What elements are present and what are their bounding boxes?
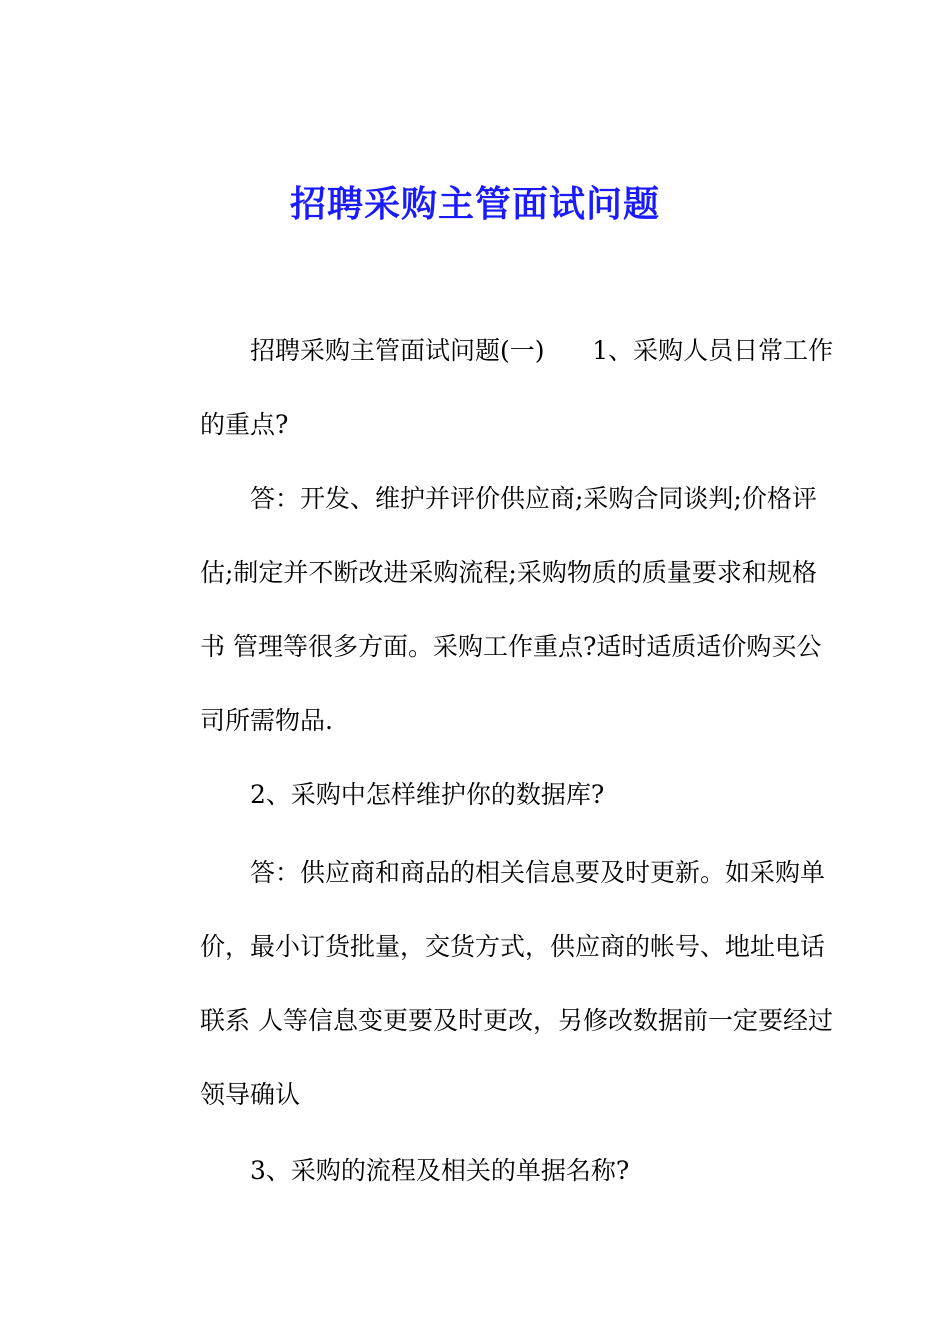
paragraph-line: 领导确认 (200, 1080, 301, 1109)
paragraph-question-2 (150, 758, 805, 832)
paragraph-answer-1 (150, 462, 822, 758)
paragraph-line: 2、采购中怎样维护你的数据库? (250, 780, 605, 809)
paragraph-line: 3、采购的流程及相关的单据名称? (250, 1156, 630, 1185)
paragraph-line: 联系 人等信息变更要及时更改，另修改数据前一定要经过 (200, 1006, 833, 1035)
paragraph-line: 司所需物品. (200, 706, 333, 735)
paragraph-intro (150, 314, 834, 462)
paragraph-line: 答：开发、维护并评价供应商;采购合同谈判;价格评 (250, 484, 817, 513)
paragraph-question-3 (150, 1134, 805, 1208)
paragraph-line: 的重点? (200, 410, 289, 439)
paragraph-line: 招聘采购主管面试问题(一) 1、采购人员日常工作 (250, 336, 834, 365)
paragraph-line: 书 管理等很多方面。采购工作重点?适时适质适价购买公 (200, 632, 822, 661)
paragraph-line: 答：供应商和商品的相关信息要及时更新。如采购单 (250, 858, 826, 887)
paragraph-line: 价，最小订货批量，交货方式，供应商的帐号、地址电话 (200, 932, 826, 961)
document-title: 招聘采购主管面试问题 (289, 184, 660, 225)
paragraph-answer-2 (150, 836, 833, 1132)
paragraph-line: 估;制定并不断改进采购流程;采购物质的质量要求和规格 (200, 558, 817, 587)
